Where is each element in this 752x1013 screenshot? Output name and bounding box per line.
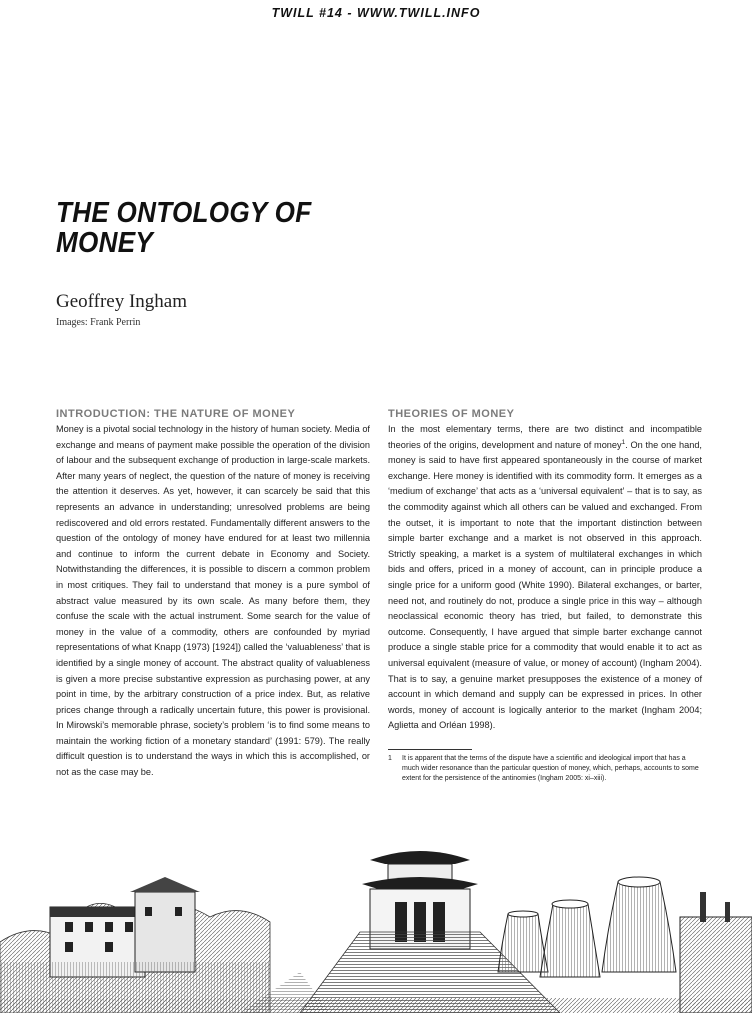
journal-header: TWILL #14 - WWW.TWILL.INFO: [271, 6, 481, 20]
image-credit: Images: Frank Perrin: [56, 317, 141, 328]
article-title: [56, 198, 416, 258]
left-column: [56, 408, 370, 781]
collage-illustration: [0, 822, 752, 1013]
theories-body-part-2: . On the one hand, money is said to have first appeared spontaneously in the course of market exchange. Here money is identified with its commodity form. It emerges as a ‘medium of exchange’ that acts as a ‘universal equivalent’ – that is to say, as the commodity against which all others can be valued and exchanged. From the outset, it is important to note that the important distinction between simple barter exchange and a market is not observed in this approach. Strictly speaking, a market is a system of multilateral exchanges in which bids and offers, priced in a money of account, can in principle produce a single price for a uniform good (White 1990). Bilateral exchanges, or barter, need not, and routinely do not, produce a single price in this way – although neoclassical economic theory has tried, but failed, to demonstrate this outcome. Consequently, I have argued that simple barter exchange cannot produce a single stable price for a commodity that would enable it to act as universal equivalent (measure of value, or money of account) (Ingham 2004). That is to say, a genuine market presupposes the existence of a money of account in which demand and supply can be expressed in prices. In other words, money of account is logically anterior to the market (Ingham 2004; Aglietta and Orléan 1998).: [388, 439, 702, 731]
introduction-body: Money is a pivotal social technology in the history of human society. Media of exchange and means of payment make possible the operation of the division of labour and the subsequent exchange of production in large-scale markets. After many years of neglect, the question of the nature of money is receiving the attention it deserves. As yet, however, it can scarcely be said that this represents an advance in understanding; unresolved problems are being rediscovered and old errors restated. Fundamentally different answers to the question of the ontology of money have endured for at least two millennia and continue to inform the current debate in Economy and Society. Notwithstanding the differences, it is possible to discern a common problem in most critiques. They fail to understand that money is a pure symbol of abstract value measured by its own scale. As many before them, they confuse the scale with the actual instrument. Some search for the value of money in the value of a commodity, others are confounded by myriad representations of what Knapp (1973) [1924]) called the ‘valuableness’ that is identified by a single money of account. The abstract quality of valuableness is given a more precise substantive expression as purchasing power, at any point in time, by the arbitrary construction of a price index. But, as relative prices change through a radically uncertain future, this power is provisional. In Mirowski’s memorable phrase, society’s problem ‘is to find some means to maintain the working fiction of a monetary standard’ (1991: 579). The really difficult question is to understand the ways in which this is accomplished, or not as the case may be.: [56, 424, 370, 778]
cooling-tower-2: [540, 900, 600, 977]
footnote: [388, 754, 704, 784]
footnote-divider: [388, 749, 472, 750]
section-heading-theories: THEORIES OF MONEY: [388, 408, 515, 420]
theories-body: [388, 422, 702, 734]
right-column: [388, 408, 702, 734]
footnote-number: 1: [388, 755, 392, 762]
footnote-text: It is apparent that the terms of the dispute have a scientific and ideological import that has a much wider resonance than the particular question of money, which, perhaps, accounts to some extent for the persistence of the antinomies (Ingham 2005: xi–xiii).: [402, 755, 699, 782]
section-heading-introduction: INTRODUCTION: THE NATURE OF MONEY: [56, 408, 296, 420]
factory-shape: [680, 892, 752, 1013]
footnote-marker: 1: [621, 438, 626, 446]
title-line-1: THE ONTOLOGY OF: [56, 197, 312, 229]
cooling-tower-1: [498, 911, 548, 972]
theories-body-part-1: In the most elementary terms, there are two distinct and incompatible theories of the origins, development and nature of money: [388, 424, 702, 450]
title-line-2: MONEY: [56, 227, 154, 259]
author-name: Geoffrey Ingham: [56, 291, 188, 312]
cooling-tower-3: [602, 877, 676, 972]
